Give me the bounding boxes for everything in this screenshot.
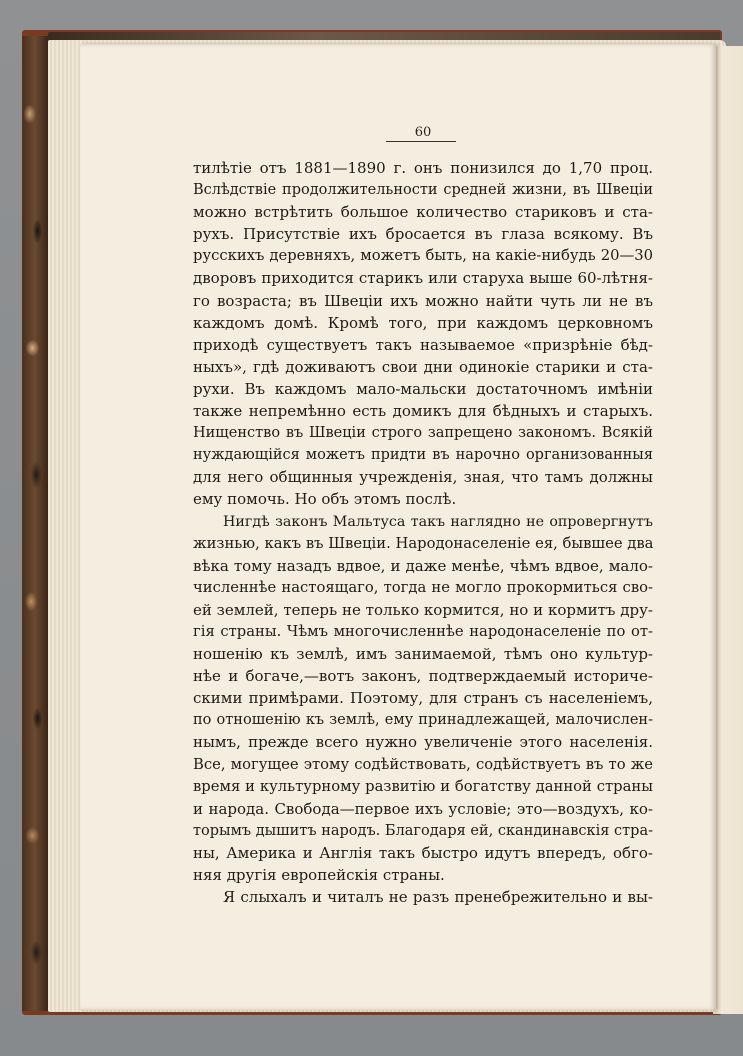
body-text <box>193 157 653 908</box>
text-line: по отношенію къ землѣ, ему принадлежащей, малочислен- <box>193 712 653 729</box>
text-line: Я слыхалъ и читалъ не разъ пренебрежительно и вы- <box>223 888 653 907</box>
text-line: можно встрѣтить большое количество стариковъ и ста- <box>193 203 653 222</box>
page-number-rule <box>386 141 456 142</box>
facing-page-edge <box>713 46 743 1014</box>
text-line: нѣе и богаче,—вотъ законъ, подтверждаемый историче- <box>193 667 653 686</box>
text-line: го возраста; въ Швеціи ихъ можно найти чуть ли не въ <box>193 291 653 310</box>
text-line: приходѣ существуетъ такъ называемое «призрѣніе бѣд- <box>193 335 653 354</box>
text-line: Нигдѣ законъ Мальтуса такъ наглядно не опровергнутъ <box>223 513 653 530</box>
text-line: время и культурному развитію и богатству данной страны <box>193 777 653 795</box>
marbled-spine <box>22 36 48 1011</box>
text-line: ныхъ», гдѣ доживаютъ свои дни одинокіе старики и ста- <box>193 357 653 376</box>
text-line: тилѣтіе отъ 1881—1890 г. онъ понизился до 1,70 проц. <box>193 159 653 177</box>
text-line: и народа. Свобода—первое ихъ условіе; это—воздухъ, ко- <box>193 799 653 818</box>
text-line: ны, Америка и Англія такъ быстро идутъ впередъ, обго- <box>193 843 653 862</box>
text-line: няя другія европейскія страны. <box>193 866 445 884</box>
text-line: численнѣе настоящаго, тогда не могло прокормиться сво- <box>193 578 653 596</box>
text-line: скими примѣрами. Поэтому, для странъ съ населеніемъ, <box>193 689 653 708</box>
text-line: ей землей, теперь не только кормится, но и кормитъ дру- <box>193 600 653 619</box>
text-line: дворовъ приходится старикъ или старуха выше 60-лѣтня- <box>193 269 653 288</box>
text-line: рухъ. Присутствіе ихъ бросается въ глаза всякому. Въ <box>193 225 653 244</box>
text-line: торымъ дышитъ народъ. Благодаря ей, скандинавскія стра- <box>193 822 653 839</box>
text-line: жизнью, какъ въ Швеціи. Народонаселеніе ея, бывшее два <box>193 534 653 552</box>
text-line: гія страны. Чѣмъ многочисленнѣе народонаселеніе по от- <box>193 622 653 640</box>
text-line: каждомъ домѣ. Кромѣ того, при каждомъ церковномъ <box>193 313 653 332</box>
text-line: Вслѣдствіе продолжительности средней жизни, въ Швеціи <box>193 182 653 199</box>
text-line: Нищенство въ Швеціи строго запрещено закономъ. Всякій <box>193 425 653 442</box>
text-line: ношенію къ землѣ, имъ занимаемой, тѣмъ оно культур- <box>193 645 653 664</box>
text-line: ему помочь. Но объ этомъ послѣ. <box>193 490 457 509</box>
text-line: нуждающійся можетъ придти въ нарочно организованныя <box>193 447 653 464</box>
text-line: также непремѣнно есть домикъ для бѣдныхъ и старыхъ. <box>193 402 653 421</box>
text-line: нымъ, прежде всего нужно увеличеніе этого населенія. <box>193 733 653 752</box>
text-line: рухи. Въ каждомъ мало-мальски достаточномъ имѣніи <box>193 379 653 398</box>
text-line: Все, могущее этому содѣйствовать, содѣйствуетъ въ то же <box>193 755 653 773</box>
text-line: для него общинныя учрежденія, зная, что тамъ должны <box>193 468 653 487</box>
text-line: вѣка тому назадъ вдвое, и даже менѣе, чѣмъ вдвое, мало- <box>193 556 653 575</box>
text-line: русскихъ деревняхъ, можетъ быть, на какіе-нибудь 20—30 <box>193 247 653 265</box>
page-number: 60 <box>414 125 432 140</box>
